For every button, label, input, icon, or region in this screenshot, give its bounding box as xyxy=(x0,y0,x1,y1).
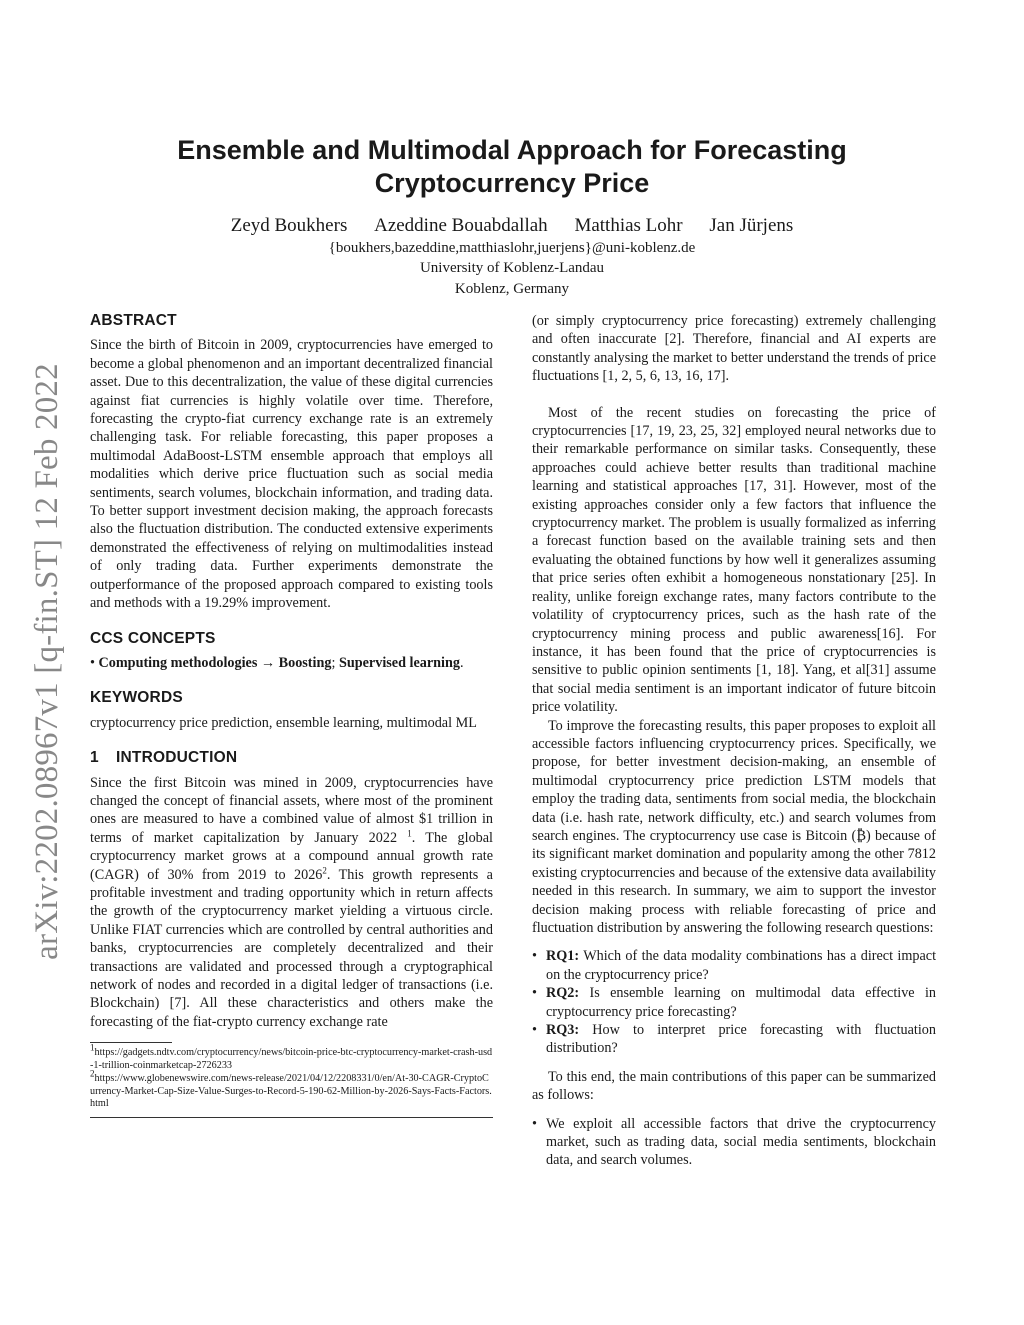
ccs-arrow: → xyxy=(260,654,276,671)
research-question xyxy=(532,1021,936,1058)
footnote-divider xyxy=(90,1042,172,1043)
arxiv-stamp xyxy=(17,356,77,966)
intro-text: . The global cryptocurrency market grows at a compound annual growth rate (CAGR) of 30% from 2019 to 2026 xyxy=(90,829,494,883)
contribution-text: We exploit all accessible factors that drive the cryptocurrency market, such as trading data, social media sentiments, blockchain data, and search volumes. xyxy=(546,1115,936,1169)
title-line-1: Ensemble and Multimodal Approach for Forecasting xyxy=(177,135,847,165)
author-name: Jan Jürjens xyxy=(709,215,794,236)
intro-paragraph-2: Most of the recent studies on forecasting the price of cryptocurrencies [17, 19, 23, 25, 32] employed neural networks due to their remarkable performance on similar tasks. Consequently, these approaches could achieve better results than traditional machine learning and statistical approaches [17, 31]. However, most of the existing approaches consider only a few factors that influence the cryptocurrency market. The problem is usually formalized as inferring a forecast function based on the available training sets and then evaluating the obtained functions by how well it generalizes assuming that price series often exhibit a homogeneous nonstationary [25]. In reality, unlike foreign exchange rates, many factors contribute to the volatility of cryptocurrency prices, such as the hash rate of the cryptocurrency mining process and public awareness[16]. For instance, it has been found that the price of cryptocurrencies is sensitive to public opinion sentiments [1, 18]. Yang, et al[31] assume that social media sentiment is an important indicator of future bitcoin price volatility. xyxy=(532,404,936,716)
paper-title xyxy=(0,134,1024,200)
intro-paragraph-1 xyxy=(90,774,493,1032)
author-list xyxy=(0,214,1024,238)
author-name: Matthias Lohr xyxy=(574,215,683,236)
author-emails: {boukhers,bazeddine,matthiaslohr,juerjens}@uni-koblenz.de xyxy=(328,240,696,256)
university: University of Koblenz-Landau xyxy=(419,260,605,276)
section-number: 1 xyxy=(90,749,99,767)
introduction-heading xyxy=(90,749,493,767)
section-title: INTRODUCTION xyxy=(116,749,238,767)
footnote-mark: 1 xyxy=(90,1042,95,1053)
abstract-heading: ABSTRACT xyxy=(90,312,177,329)
footnote-ref-1: 1 xyxy=(407,828,412,839)
rq-label: RQ2: xyxy=(546,985,580,1002)
research-question xyxy=(532,984,936,1021)
rq-label: RQ1: xyxy=(546,948,580,965)
footnote-mark: 2 xyxy=(90,1068,95,1079)
contribution-item xyxy=(532,1115,936,1170)
ccs-end: . xyxy=(459,654,464,671)
intro-text: . This growth represents a profitable investment and trading opportunity which in return affects the growth of the cryptocurrency market yielding a virtuous circle. Unlike FIAT currencies which are controlled by central authorities and banks, cryptocurrencies are completely decentralized and their transactions are validated and processed through a cryptographical network of nodes and recorded in a digital ledger of transactions (i.e. Blockchain) [7]. All these characteristics and others make the forecasting of the fiat-crypto currency exchange rate xyxy=(90,866,493,1030)
footnote-url[interactable]: https://gadgets.ndtv.com/cryptocurrency/news/bitcoin-price-btc-cryptocurrency-market-crash-usd-1-trillion-coinmarketcap-2726233 xyxy=(90,1047,493,1072)
footnote-bottom-rule xyxy=(90,1117,493,1118)
keywords-heading: KEYWORDS xyxy=(90,689,183,707)
research-questions xyxy=(532,947,936,1057)
intro-paragraph-4: To this end, the main contributions of this paper can be summarized as follows: xyxy=(532,1068,936,1104)
ccs-separator: ; xyxy=(331,654,336,671)
ccs-concepts xyxy=(90,654,493,672)
rq-text: Which of the data modality combinations has a direct impact on the cryptocurrency price? xyxy=(546,948,937,983)
intro-text: Since the first Bitcoin was mined in 2009, cryptocurrencies have changed the concept of financial assets, where most of the prominent ones are measured to have a combined value of almost $1 trillion in terms of market capitalization by January 2022 xyxy=(90,774,493,846)
rq-text: How to interpret price forecasting with fluctuation distribution? xyxy=(546,1022,936,1057)
ccs-bullet: • xyxy=(90,654,95,671)
author-name: Zeyd Boukhers xyxy=(230,215,348,236)
arxiv-stamp-text: arXiv:2202.08967v1 [q-fin.ST] 12 Feb 2022 xyxy=(28,362,65,960)
keywords-text: cryptocurrency price prediction, ensemble learning, multimodal ML xyxy=(90,714,477,731)
ccs-item: Boosting xyxy=(278,654,332,671)
footnote-1 xyxy=(90,1042,493,1073)
footnote-2 xyxy=(90,1068,493,1111)
abstract-text: Since the birth of Bitcoin in 2009, cryptocurrencies have emerged to become a global phenomenon and an important decentralized financial asset. Due to this decentralization, the value of these digital currencies against fiat currencies is highly volatile over time. Therefore, forecasting the crypto-fiat currency exchange rate is an extremely challenging task. For reliable forecasting, this paper proposes a multimodal AdaBoost-LSTM ensemble approach that employs all modalities which derive price fluctuation such as social media sentiments, search volumes, blockchain information, and trading data. To better support investment decision making, the approach forecasts also the fluctuation distribution. The conducted extensive experiments demonstrated the effectiveness of relying on multimodalities instead of only trading data. Further experiments demonstrate the outperformance of the proposed approach compared to existing tools and methods with a 19.29% improvement. xyxy=(90,337,493,612)
bullet: • xyxy=(532,1115,537,1132)
intro-paragraph-1-continued: (or simply cryptocurrency price forecasting) extremely challenging and often inaccurate [2]. Therefore, financial and AI experts are constantly analysing the market to better understand the trends of price fluctuations [1, 2, 5, 6, 13, 16, 17]. xyxy=(532,313,936,385)
location: Koblenz, Germany xyxy=(454,281,570,297)
ccs-heading: CCS CONCEPTS xyxy=(90,629,216,647)
rq-label: RQ3: xyxy=(546,1022,580,1039)
bullet: • xyxy=(532,1022,537,1039)
title-line-2: Cryptocurrency Price xyxy=(374,168,650,198)
left-column xyxy=(90,312,493,1118)
ccs-item: Supervised learning xyxy=(338,654,460,671)
footnote-url[interactable]: https://www.globenewswire.com/news-release/2021/04/12/2208331/0/en/At-30-CAGR-CryptoCurrency-Market-Cap-Size-Value-Surges-to-Record-5-190-62-Million-by-2026-Says-Facts-Factors.html xyxy=(90,1072,492,1110)
footnote-ref-2: 2 xyxy=(322,864,327,875)
ccs-item: Computing methodologies xyxy=(98,654,258,671)
rq-text: Is ensemble learning on multimodal data effective in cryptocurrency price forecasting? xyxy=(546,985,937,1020)
bullet: • xyxy=(532,985,537,1002)
contributions-list xyxy=(532,1115,936,1170)
bullet: • xyxy=(532,948,537,965)
author-name: Azeddine Bouabdallah xyxy=(374,215,548,236)
research-question xyxy=(532,947,936,984)
intro-paragraph-3: To improve the forecasting results, this paper proposes to exploit all accessible factors influencing cryptocurrency prices. Specifically, we propose, for better investment decision-making, an ensemble of multimodal cryptocurrency price prediction LSTM models that employ the trading data, sentiments from social media, the blockchain data (i.e. hash rate, network difficulty, etc.) and search volumes from search engines. The cryptocurrency use case is Bitcoin (₿) because of its significant market domination and popularity among the other 7812 existing cryptocurrencies and because of the extensive data availability needed in this research. In summary, we aim to support the investor decision making process with reliable forecasting of price and fluctuation distribution by answering the following research questions: xyxy=(532,717,936,936)
right-column xyxy=(532,312,936,1170)
